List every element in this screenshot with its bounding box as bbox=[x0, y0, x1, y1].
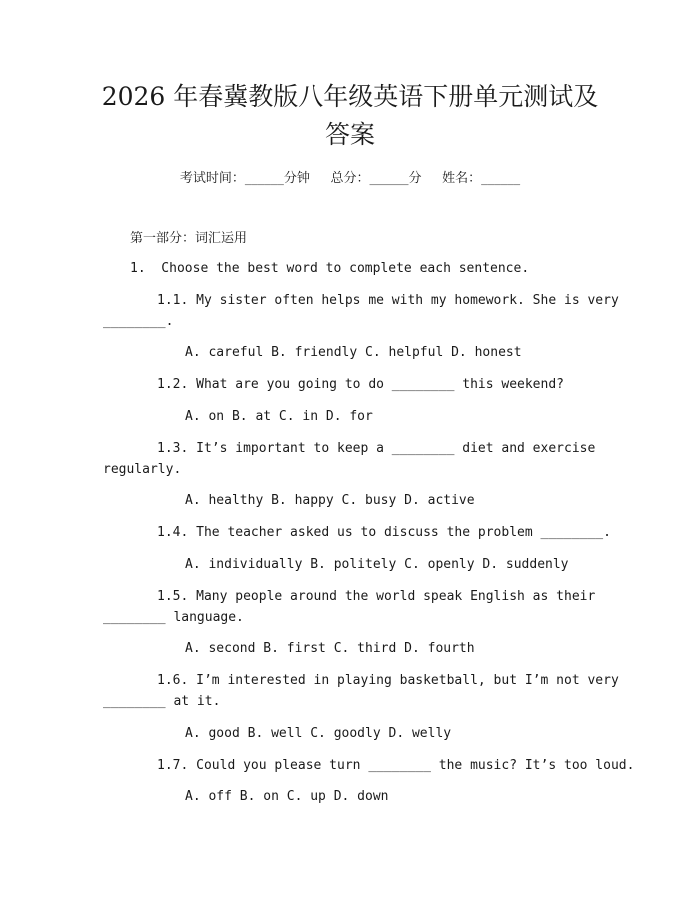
section-title: 第一部分：词汇运用 bbox=[130, 231, 248, 246]
exam-info: 考试时间：______分钟 总分：______分 姓名：______ bbox=[179, 171, 521, 186]
question-1-4-text: 1.4. The teacher asked us to discuss the problem ________. bbox=[157, 525, 611, 540]
title-line-2: 答案 bbox=[324, 120, 375, 149]
question-1-2-text: 1.2. What are you going to do ________ this weekend? bbox=[157, 377, 564, 392]
document-title bbox=[90, 78, 610, 154]
question-1-2-options: A. on B. at C. in D. for bbox=[185, 409, 373, 424]
question-1-3-continuation: regularly. bbox=[103, 462, 182, 477]
title-line-1: 2026 年春冀教版八年级英语下册单元测试及 bbox=[101, 82, 599, 111]
question-1-6-options: A. good B. well C. goodly D. welly bbox=[185, 726, 452, 741]
question-1-1-options: A. careful B. friendly C. helpful D. honest bbox=[185, 345, 522, 360]
question-1-instruction: 1. Choose the best word to complete each sentence. bbox=[130, 261, 530, 276]
question-1-3-text: 1.3. It’s important to keep a ________ diet and exercise bbox=[157, 441, 596, 456]
question-1-4-options: A. individually B. politely C. openly D. suddenly bbox=[185, 557, 569, 572]
question-1-7-text: 1.7. Could you please turn ________ the music? It’s too loud. bbox=[157, 758, 635, 773]
question-1-3-options: A. healthy B. happy C. busy D. active bbox=[185, 493, 475, 508]
question-1-1-text: 1.1. My sister often helps me with my homework. She is very bbox=[157, 293, 619, 308]
question-1-6-text: 1.6. I’m interested in playing basketball, but I’m not very bbox=[157, 673, 619, 688]
question-1-1-continuation: ________. bbox=[103, 314, 174, 329]
question-1-5-continuation: ________ language. bbox=[103, 610, 244, 625]
question-1-6-continuation: ________ at it. bbox=[103, 694, 221, 709]
question-1-7-options: A. off B. on C. up D. down bbox=[185, 789, 389, 804]
question-1-5-text: 1.5. Many people around the world speak English as their bbox=[157, 589, 596, 604]
question-1-5-options: A. second B. first C. third D. fourth bbox=[185, 641, 475, 656]
